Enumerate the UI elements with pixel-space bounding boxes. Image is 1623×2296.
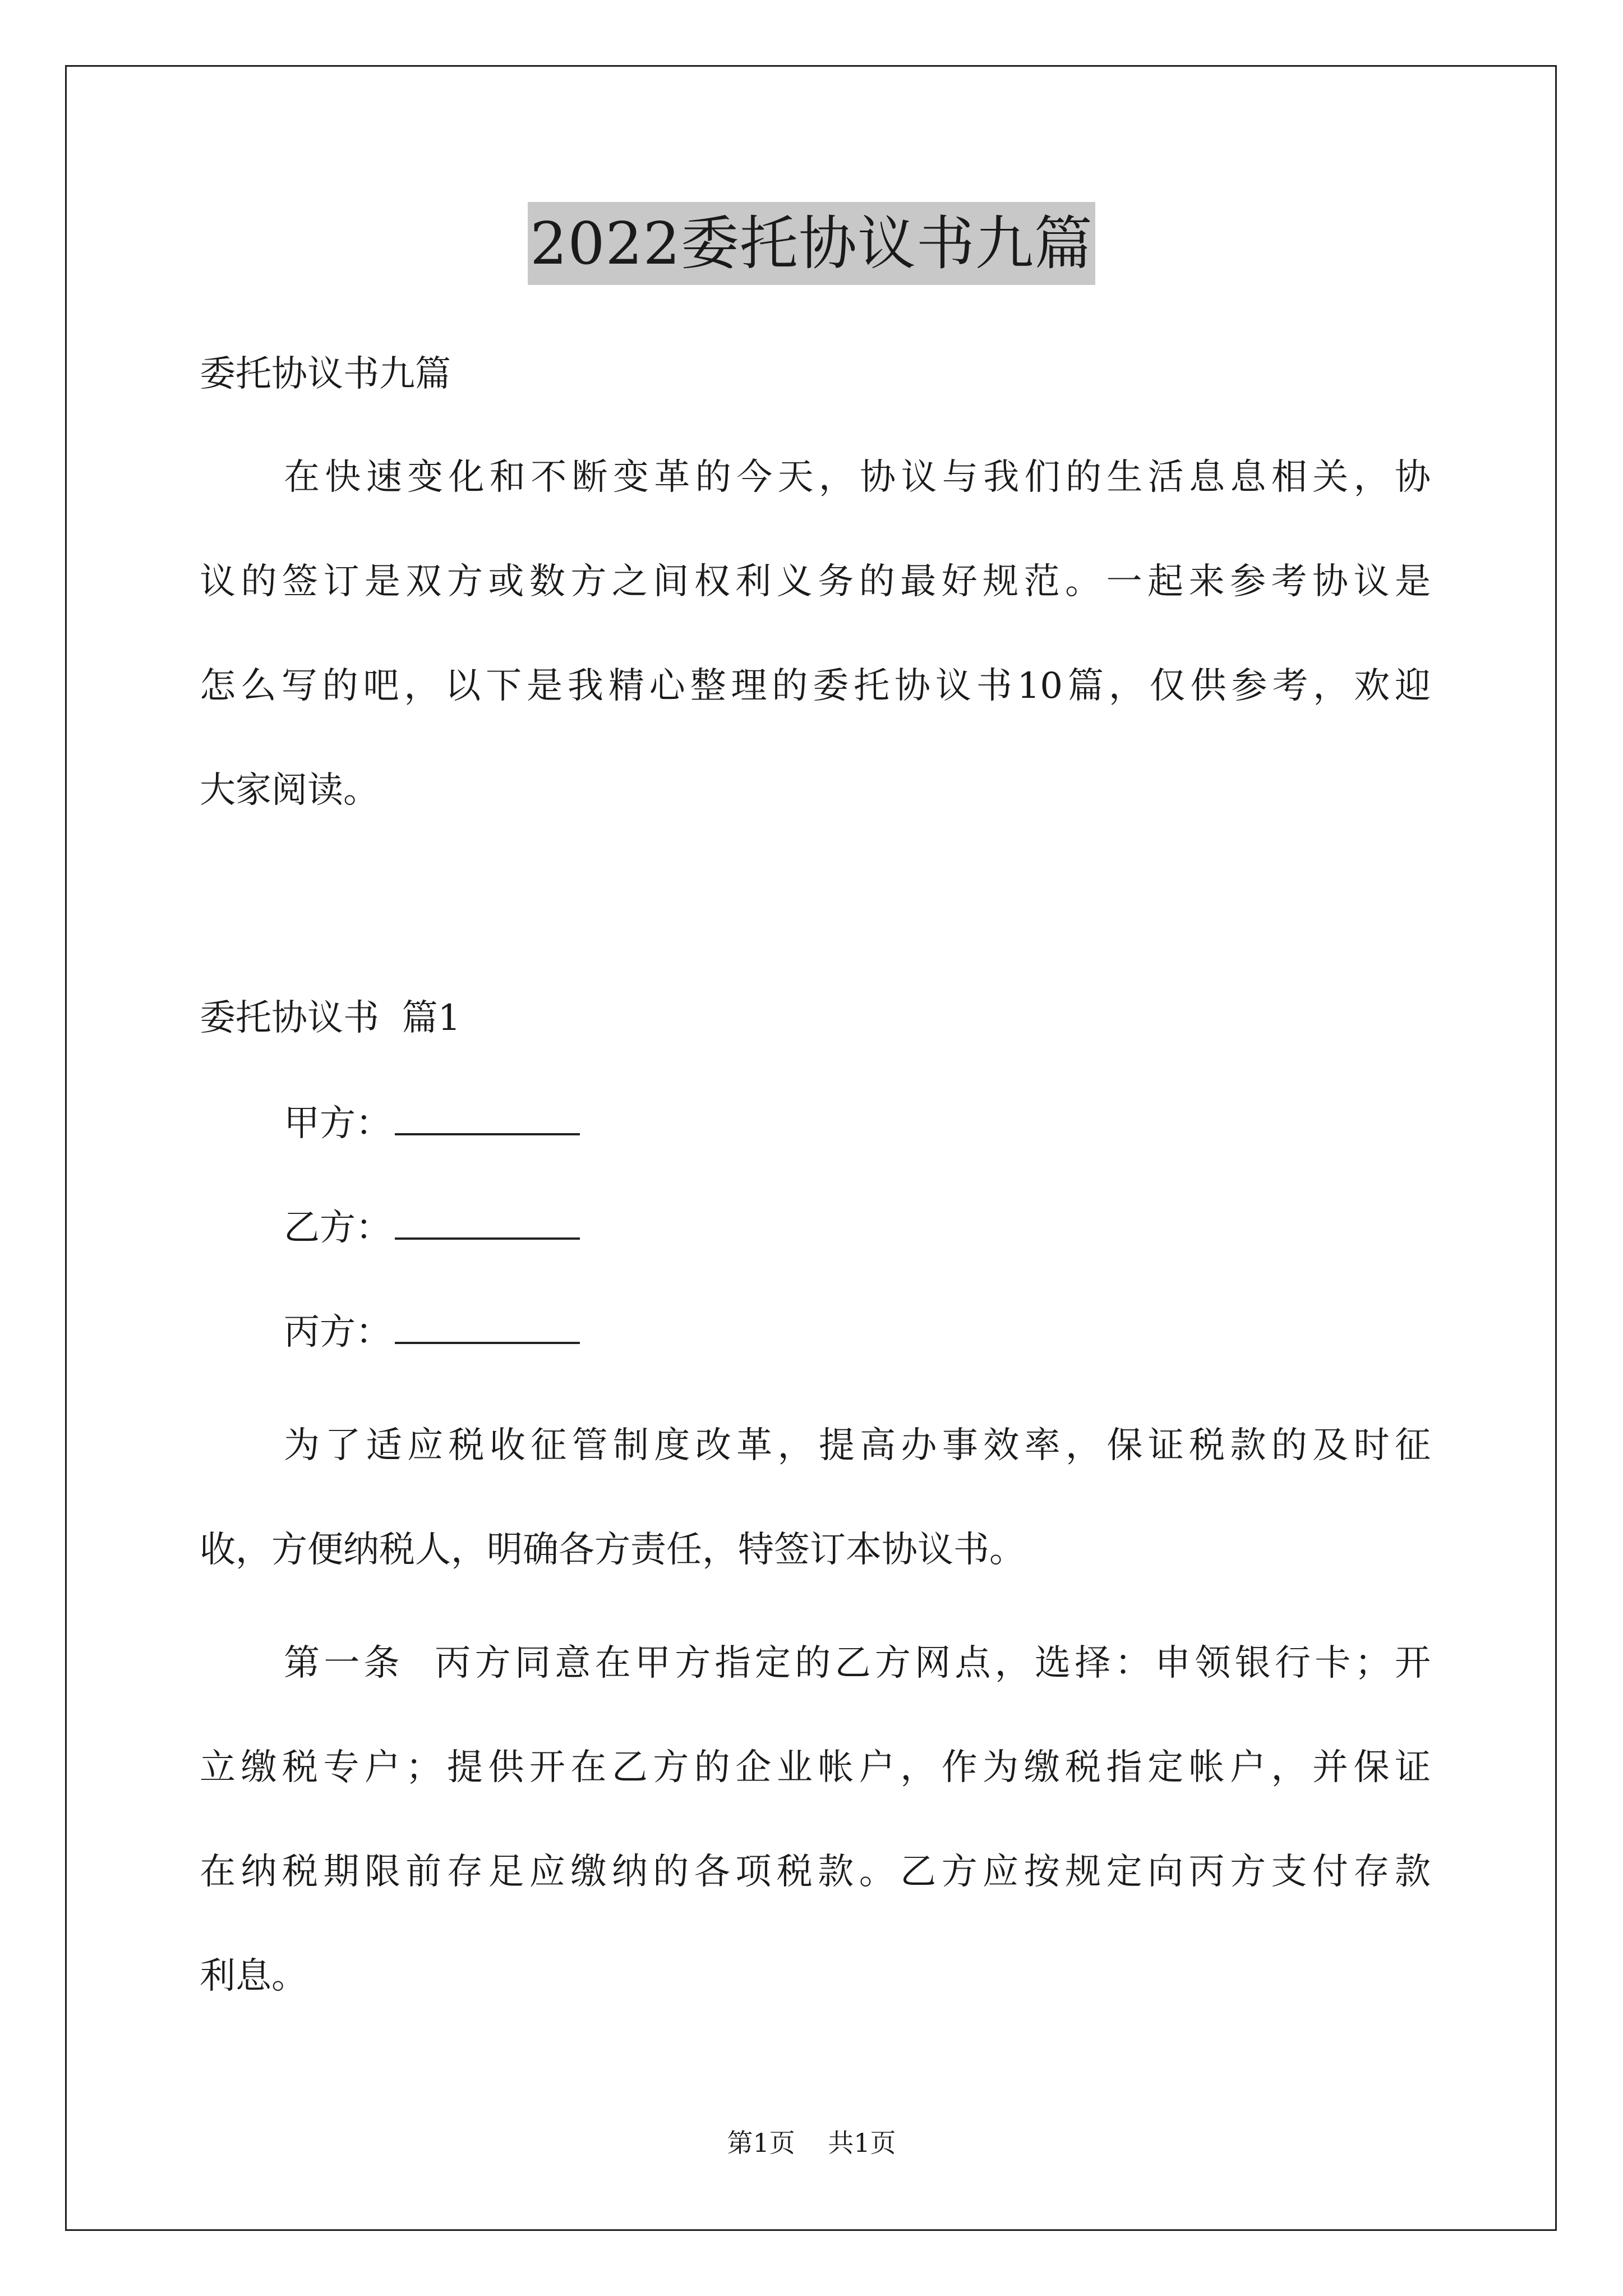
title-container <box>0 202 1623 285</box>
intro-line-3: 怎么写的吧，以下是我精心整理的委托协议书10篇，仅供参考，欢迎 <box>200 665 1431 707</box>
purpose-line-1: 为了适应税收征管制度改革，提高办事效率，保证税款的及时征 <box>284 1425 1431 1466</box>
party-b-label: 乙方： <box>284 1207 391 1249</box>
party-c-row <box>284 1307 580 1358</box>
article1-line-2: 立缴税专户；提供开在乙方的企业帐户，作为缴税指定帐户，并保证 <box>200 1747 1431 1788</box>
party-b-blank <box>395 1206 580 1240</box>
article1-line-3: 在纳税期限前存足应缴纳的各项税款。乙方应按规定向丙方支付存款 <box>200 1851 1431 1893</box>
party-c-blank <box>395 1310 580 1344</box>
article1-line-1: 第一条 丙方同意在甲方指定的乙方网点，选择：申领银行卡；开 <box>284 1642 1431 1684</box>
party-c-label: 丙方： <box>284 1312 391 1353</box>
document-title: 2022委托协议书九篇 <box>528 202 1095 285</box>
page-footer: 第1页 共1页 <box>727 2128 896 2158</box>
purpose-line-2: 收，方便纳税人，明确各方责任，特签订本协议书。 <box>200 1529 1025 1571</box>
intro-line-1: 在快速变化和不断变革的今天，协议与我们的生活息息相关，协 <box>284 457 1431 498</box>
section-heading: 委托协议书 篇1 <box>200 997 461 1039</box>
document-subtitle: 委托协议书九篇 <box>200 353 451 395</box>
party-a-row <box>284 1098 580 1149</box>
party-a-blank <box>395 1102 580 1135</box>
party-b-row <box>284 1203 580 1253</box>
article1-line-4: 利息。 <box>200 1955 307 1997</box>
intro-line-4: 大家阅读。 <box>200 770 379 811</box>
intro-line-2: 议的签订是双方或数方之间权利义务的最好规范。一起来参考协议是 <box>200 561 1431 602</box>
party-a-label: 甲方： <box>284 1103 391 1144</box>
